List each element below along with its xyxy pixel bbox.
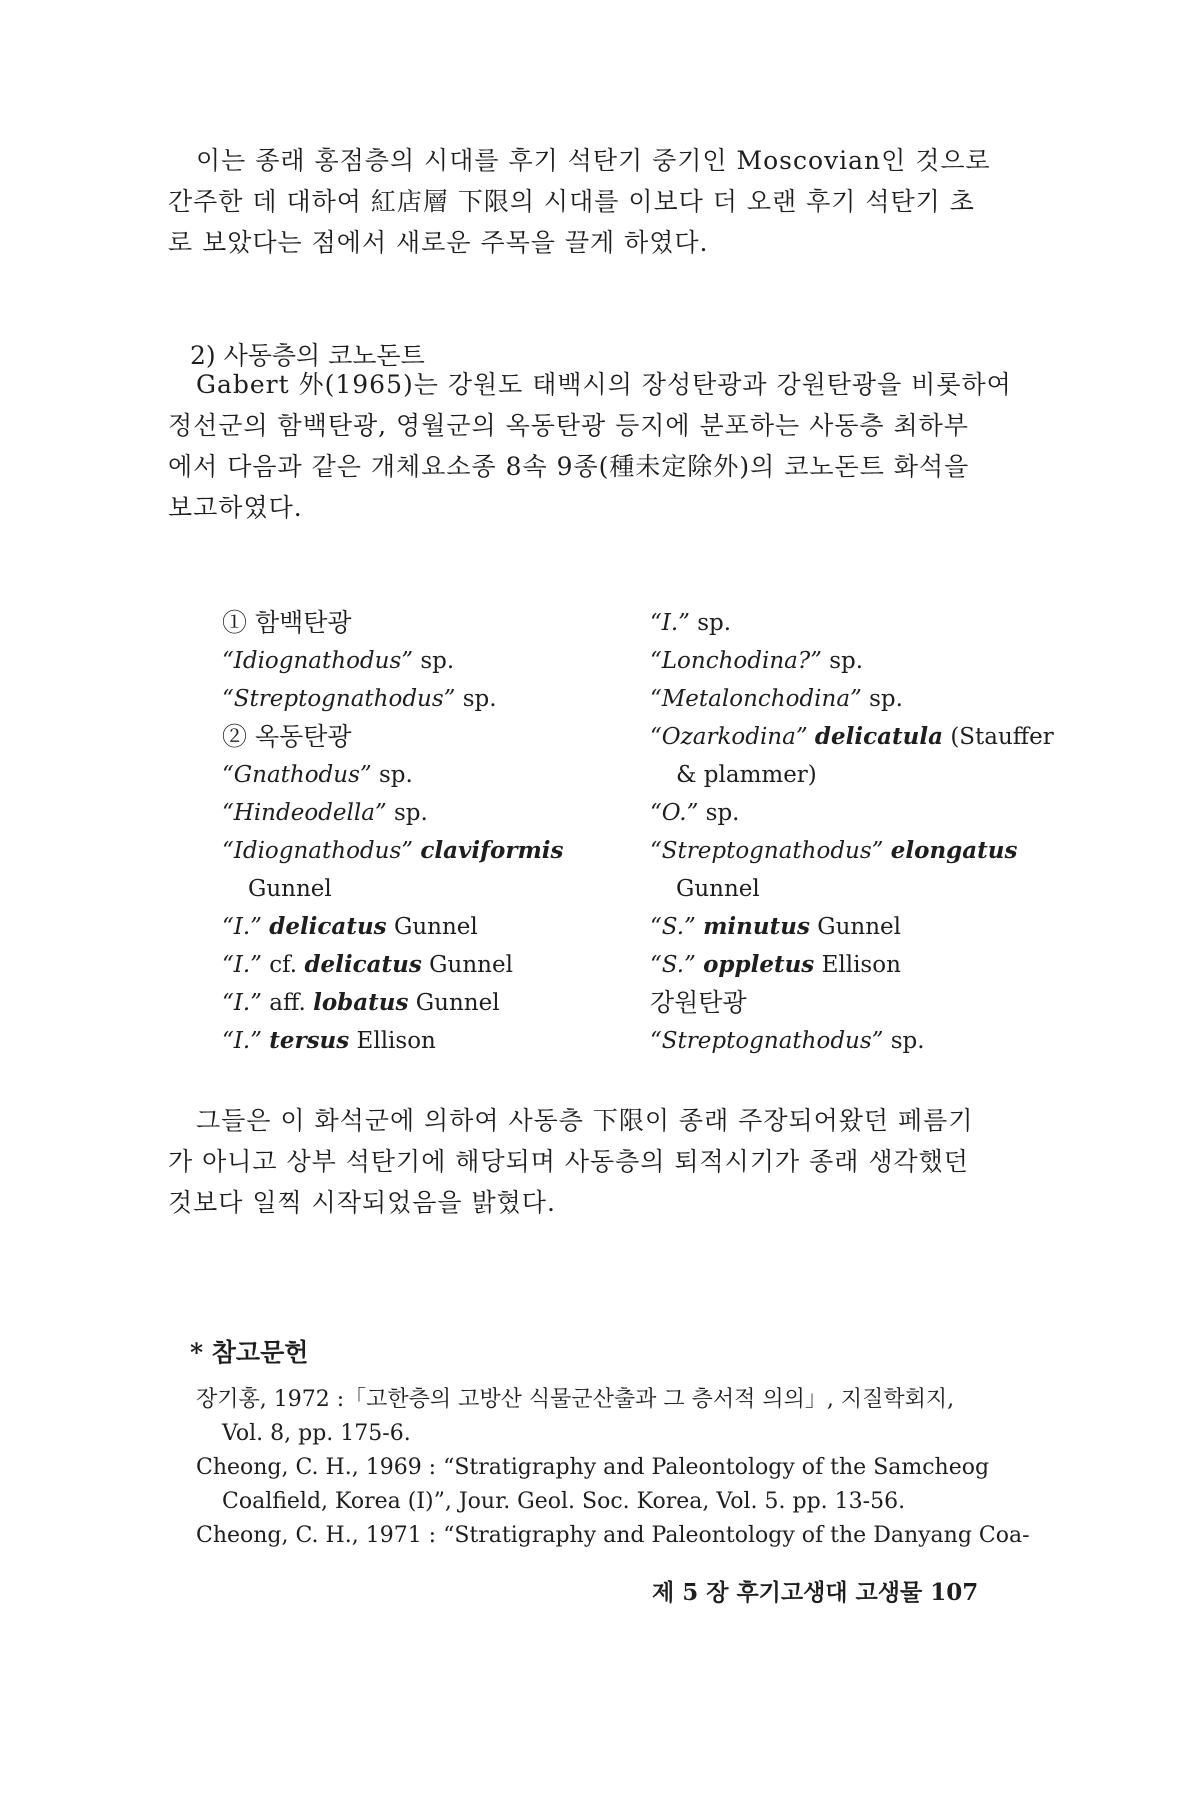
genus-name: “Idiognathodus” (222, 838, 414, 864)
author-or-qualifier: Ellison (821, 952, 901, 978)
genus-name: “Gnathodus” (222, 762, 372, 788)
reference-item (196, 1451, 1036, 1519)
author-or-qualifier: (Stauffer (950, 724, 1054, 750)
species-epithet: oppletus (703, 951, 815, 978)
species-entry (222, 908, 612, 946)
species-list-left (222, 604, 612, 1060)
text-line: 정선군의 함백탄광, 영월군의 옥동탄광 등지에 분포하는 사동층 최하부 (168, 411, 969, 440)
text-line: Gabert 外(1965)는 강원도 태백시의 장성탄광과 강원탄광을 비롯하여 (196, 370, 1012, 399)
genus-name: “S.” (650, 914, 696, 940)
locality-heading: 강원탄광 (650, 988, 747, 1017)
references-title: * 참고문헌 (190, 1338, 309, 1367)
genus-name: “I.” (222, 952, 262, 978)
species-author-continuation: & plammer) (676, 762, 817, 788)
species-author-continuation: Gunnel (248, 876, 332, 902)
author-or-qualifier: sp. (462, 686, 497, 712)
species-entry (222, 756, 612, 794)
reference-item (196, 1519, 1036, 1553)
species-entry (650, 718, 1070, 756)
species-epithet: elongatus (890, 837, 1018, 864)
genus-name: “S.” (650, 952, 696, 978)
species-epithet: delicatula (814, 723, 943, 750)
text-line: 보고하였다. (168, 493, 303, 522)
author-or-qualifier: Gunnel (393, 914, 478, 940)
text-line: 간주한 데 대하여 紅店層 下限의 시대를 이보다 더 오랜 후기 석탄기 초 (168, 187, 975, 216)
species-list-right (650, 604, 1070, 1060)
species-entry (650, 946, 1070, 984)
reference-line: Vol. 8, pp. 175-6. (222, 1421, 411, 1446)
author-or-qualifier: cf. (269, 952, 298, 978)
genus-name: “Lonchodina?” (650, 648, 822, 674)
species-author-continuation: Gunnel (676, 876, 760, 902)
author-or-qualifier: sp. (869, 686, 903, 712)
text-line: 그들은 이 화석군에 의하여 사동층 下限이 종래 주장되어왔던 페름기 (196, 1106, 974, 1135)
body-paragraph (168, 364, 1038, 528)
author-name: Gunnel (429, 952, 513, 978)
text-line: 에서 다음과 같은 개체요소종 8속 9종(種未定除外)의 코노돈트 화석을 (168, 452, 970, 481)
species-entry (222, 946, 612, 984)
species-entry (222, 794, 612, 832)
text-line: 가 아니고 상부 석탄기에 해당되며 사동층의 퇴적시기가 종래 생각했던 (168, 1147, 969, 1176)
genus-name: “Streptognathodus” (222, 686, 456, 712)
reference-line: 장기홍, 1972 :「고한층의 고방산 식물군산출과 그 층서적 의의」, 지질학회지, (196, 1387, 955, 1412)
species-entry (222, 832, 612, 870)
conclusion-paragraph (168, 1100, 1038, 1223)
species-entry (650, 642, 1070, 680)
text-line: 것보다 일찍 시작되었음을 밝혔다. (168, 1188, 556, 1217)
species-entry (650, 794, 1070, 832)
genus-name: “Streptognathodus” (650, 1028, 884, 1054)
reference-line: Coalfield, Korea (Ⅰ)”, Jour. Geol. Soc. Korea, Vol. 5. pp. 13-56. (222, 1489, 906, 1514)
author-or-qualifier: sp. (890, 1028, 925, 1054)
species-epithet: delicatus (304, 951, 422, 978)
genus-name: “Hindeodella” (222, 800, 387, 826)
text-line: 이는 종래 홍점층의 시대를 후기 석탄기 중기인 Moscovian인 것으로 (196, 146, 991, 175)
author-or-qualifier: sp. (394, 800, 428, 826)
genus-name: “Metalonchodina” (650, 686, 862, 712)
genus-name: “I.” (222, 1028, 262, 1054)
reference-item (196, 1383, 1036, 1451)
author-or-qualifier: sp. (705, 800, 740, 826)
page-footer: 제 5 장 후기고생대 고생물 107 (652, 1579, 979, 1606)
text-line: 로 보았다는 점에서 새로운 주목을 끌게 하였다. (168, 228, 709, 257)
genus-name: “O.” (650, 800, 699, 826)
species-epithet: lobatus (313, 989, 409, 1016)
locality-heading: ① 함백탄광 (222, 608, 352, 637)
author-name: Gunnel (415, 990, 500, 1016)
species-epithet: tersus (269, 1027, 350, 1054)
author-or-qualifier: aff. (269, 990, 306, 1016)
genus-name: “I.” (222, 990, 262, 1016)
species-epithet: delicatus (269, 913, 387, 940)
species-epithet: minutus (703, 913, 810, 940)
genus-name: “Ozarkodina” (650, 724, 808, 750)
author-or-qualifier: sp. (420, 648, 455, 674)
locality-heading: ② 옥동탄광 (222, 722, 352, 751)
author-or-qualifier: sp. (829, 648, 864, 674)
author-or-qualifier: sp. (697, 610, 732, 636)
author-or-qualifier: Ellison (356, 1028, 436, 1054)
section-heading: 2) 사동층의 코노돈트 (190, 341, 425, 370)
species-entry (650, 680, 1070, 718)
species-entry (222, 642, 612, 680)
intro-paragraph (168, 140, 1038, 263)
genus-name: “I.” (222, 914, 262, 940)
species-entry (222, 984, 612, 1022)
species-entry (650, 1022, 1070, 1060)
reference-line: Cheong, C. H., 1971 : “Stratigraphy and Paleontology of the Danyang Coa- (196, 1523, 1030, 1548)
species-entry (222, 1022, 612, 1060)
species-entry (650, 832, 1070, 870)
author-or-qualifier: sp. (378, 762, 413, 788)
references-list (196, 1383, 1036, 1553)
reference-line: Cheong, C. H., 1969 : “Stratigraphy and Paleontology of the Samcheog (196, 1455, 990, 1480)
genus-name: “Idiognathodus” (222, 648, 414, 674)
species-entry (650, 908, 1070, 946)
species-epithet: claviformis (420, 837, 564, 864)
author-or-qualifier: Gunnel (817, 914, 901, 940)
genus-name: “Streptognathodus” (650, 838, 884, 864)
species-entry (222, 680, 612, 718)
species-entry (650, 604, 1070, 642)
genus-name: “I.” (650, 610, 690, 636)
